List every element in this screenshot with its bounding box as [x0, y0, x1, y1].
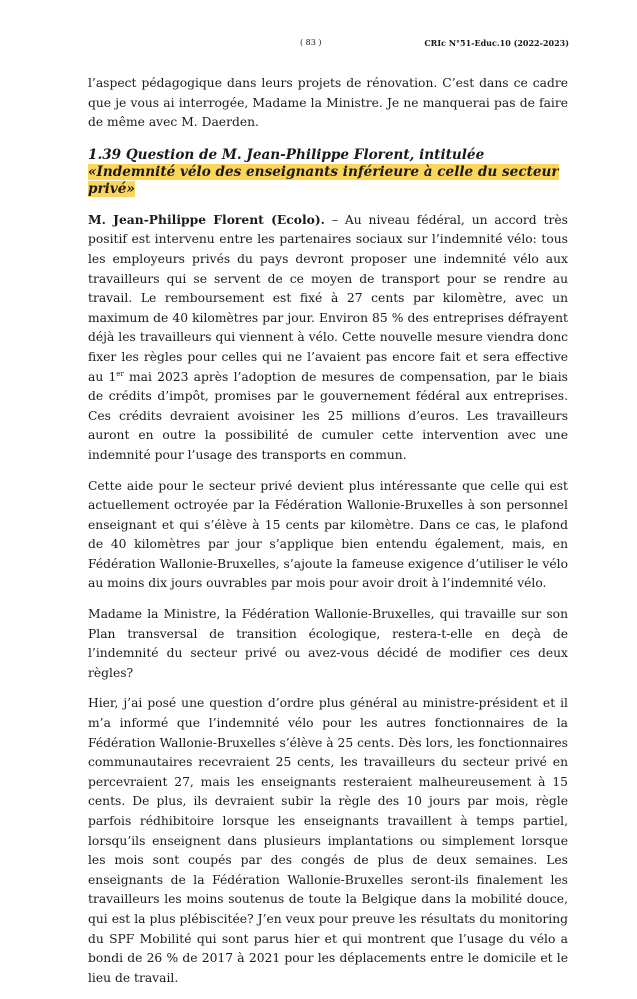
paragraph-1-text-a: – Au niveau fédéral, un accord très positif est intervenu entre les partenaires sociaux sur l’indemnité vélo: tous les employeurs privés du pays devront proposer une indemnité vélo aux travailleurs qui se servent de ce moyen de transport pour se rendre au travail. Le remboursement est fixé à 27 cents par kilomètre, avec un maximum de 40 kilomètres par jour. Environ 85 % des entreprises défrayent déjà les travailleurs qui viennent à vélo. Cette nouvelle mesure viendra donc fixer les règles pour celles qui ne l’avaient pas encore fait et sera effective au 1	[88, 212, 568, 384]
section-number: 1.39	[88, 146, 122, 163]
document-reference: CRIc N°51-Educ.10 (2022-2023)	[424, 38, 569, 48]
section-title-highlight: «Indemnité vélo des enseignants inférieure à celle du secteur privé»	[88, 163, 559, 197]
page-header	[0, 38, 637, 52]
document-body	[88, 74, 568, 999]
section-heading	[88, 147, 568, 198]
paragraph-4: Hier, j’ai posé une question d’ordre plus général au ministre-président et il m’a informé que l’indemnité vélo pour les autres fonctionnaires de la Fédération Wallonie-Bruxelles s’élève à 25 cents. Dès lors, les fonctionnaires communautaires recevraient 25 cents, les travailleurs du secteur privé en percevraient 27, mais les enseignants resteraient malheureusement à 15 cents. De plus, ils devraient subir la règle des 10 jours par mois, règle parfois rédhibitoire lorsque les enseignants travaillent à temps partiel, lorsqu’ils enseignent dans plusieurs implantations ou simplement lorsque les mois sont coupés par des congés de plus de deux semaines. Les enseignants de la Fédération Wallonie-Bruxelles seront-ils finalement les travailleurs les moins soutenus de toute la Belgique dans la mobilité douce, qui est la plus plébiscitée? J’en veux pour preuve les résultats du monitoring du SPF Mobilité qui sont parus hier et qui montrent que l’usage du vélo a bondi de 26 % de 2017 à 2021 pour les déplacements entre le domicile et le lieu de travail.	[88, 696, 568, 985]
paragraph-3: Madame la Ministre, la Fédération Wallonie-Bruxelles, qui travaille sur son Plan transversal de transition écologique, restera-t-elle en deçà de l’indemnité du secteur privé ou avez-vous décidé de modifier ces deux règles?	[88, 607, 568, 680]
paragraph-1-text-b: mai 2023 après l’adoption de mesures de compensation, par le biais de crédits d’impôt, promises par le gouvernement fédéral aux entreprises. Ces crédits devraient avoisiner les 25 millions d’euros. Les travailleurs auront en outre la possibilité de cumuler cette intervention avec une indemnité pour l’usage des transports en commun.	[88, 369, 568, 462]
paragraph-1	[88, 210, 568, 466]
page-number: ( 83 )	[300, 38, 322, 47]
ordinal-superscript: er	[116, 369, 124, 378]
paragraph-2: Cette aide pour le secteur privé devient plus intéressante que celle qui est actuellement octroyée par la Fédération Wallonie-Bruxelles à son personnel enseignant et qui s’élève à 15 cents par kilomètre. Dans ce cas, le plafond de 40 kilomètres par jour s’applique bien entendu également, mais, en Fédération Wallonie-Bruxelles, s’ajoute la fameuse exigence d’utiliser le vélo au moins dix jours ouvrables par mois pour avoir droit à l’indemnité vélo.	[88, 478, 568, 591]
section-title: Question de M. Jean-Philippe Florent, intitulée	[125, 146, 485, 163]
intro-paragraph: l’aspect pédagogique dans leurs projets de rénovation. C’est dans ce cadre que je vous ai interrogée, Madame la Ministre. Je ne manquerai pas de faire de même avec M. Daerden.	[88, 76, 568, 130]
speaker-name: M. Jean-Philippe Florent (Ecolo).	[88, 211, 325, 227]
